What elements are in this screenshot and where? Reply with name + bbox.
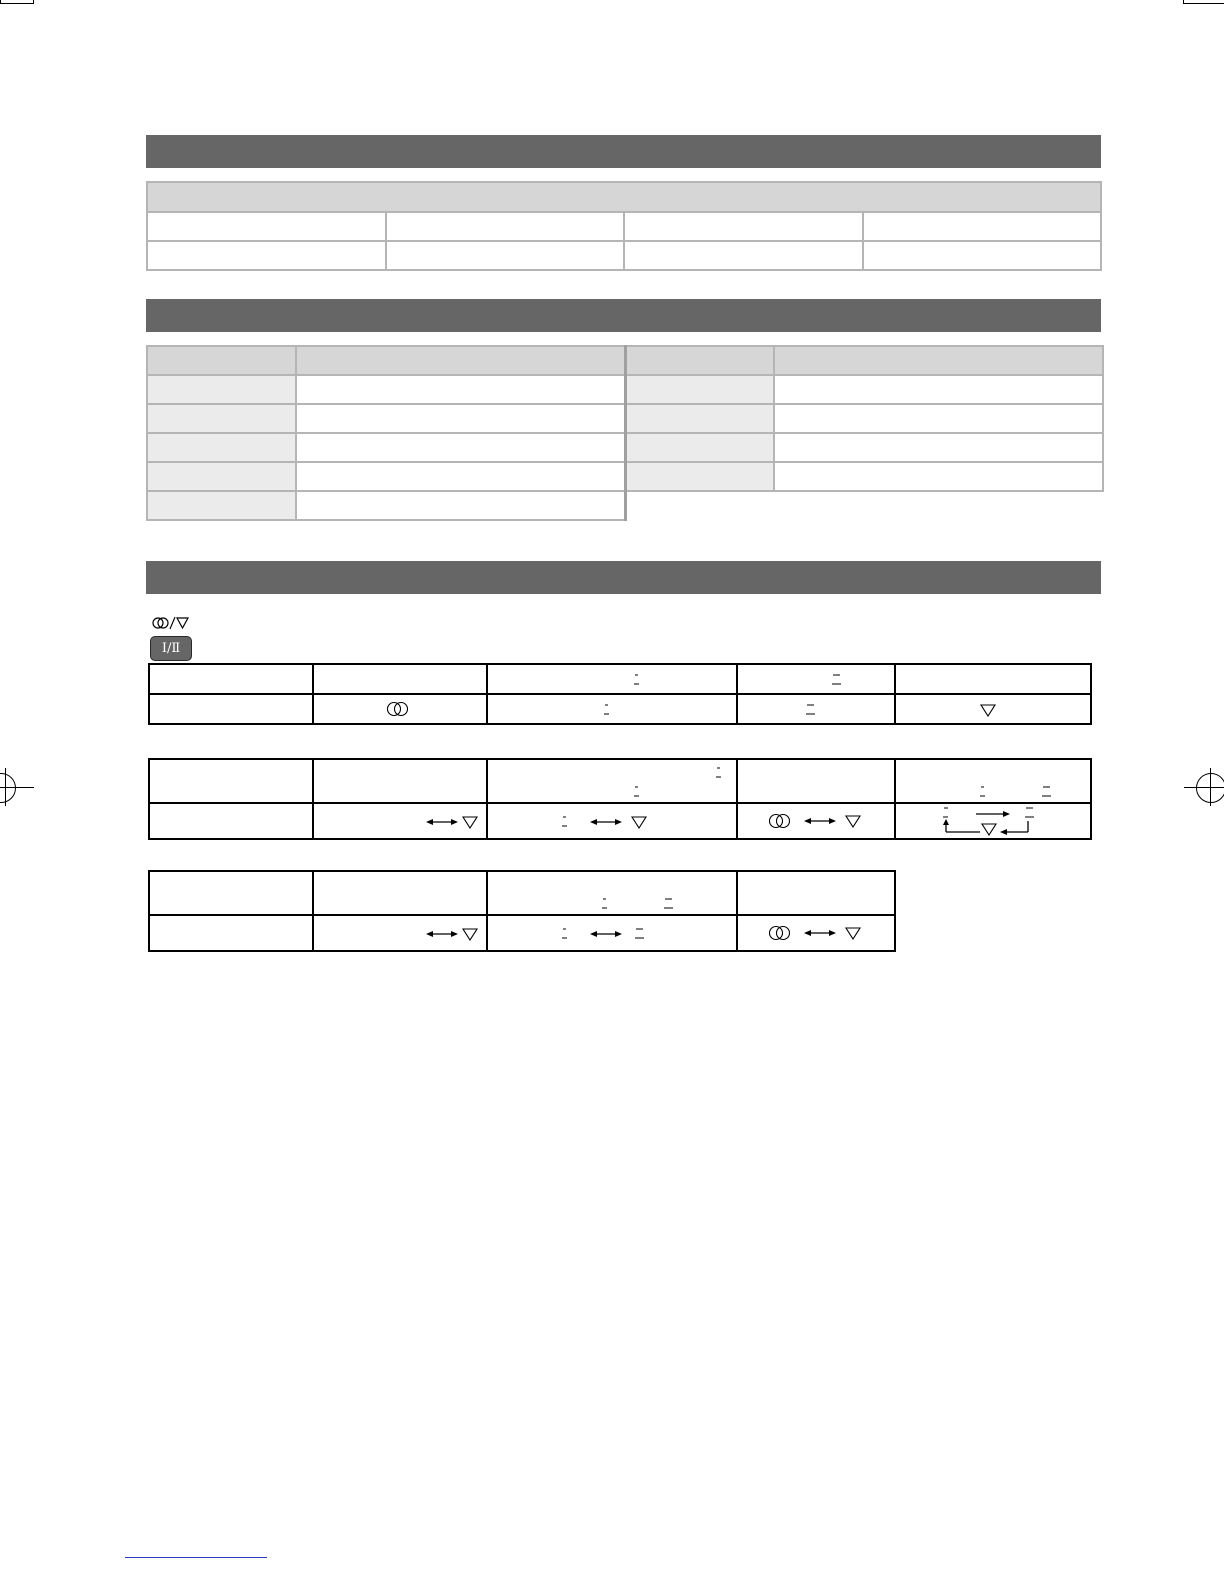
stereo-icon <box>386 701 412 717</box>
table-header-cell <box>774 346 1103 375</box>
table-row <box>149 871 895 915</box>
section-header-bar <box>146 299 1101 332</box>
sub-one-icon <box>562 927 568 941</box>
table-row <box>147 462 1103 491</box>
table-key-cell <box>625 404 774 433</box>
table-header-cell <box>296 346 625 375</box>
table-cell <box>737 915 895 951</box>
cycle-arrow-icon <box>942 806 1042 838</box>
table-cell <box>386 212 625 241</box>
table-cell <box>313 664 487 694</box>
registration-mark <box>1184 787 1224 788</box>
table-cell <box>149 803 313 839</box>
double-arrow-icon <box>590 817 622 827</box>
mono-triangle-icon <box>845 926 861 940</box>
table-cell <box>487 664 737 694</box>
footer-link-underline[interactable] <box>125 1557 267 1558</box>
sub-one-icon <box>562 815 568 829</box>
table-row <box>149 759 1091 803</box>
table-empty-cell <box>625 491 774 520</box>
table-cell <box>737 694 895 724</box>
table-cell <box>296 462 625 491</box>
sub-two-icon <box>635 927 645 941</box>
spec-table <box>146 345 1104 521</box>
table-row <box>149 803 1091 839</box>
mono-triangle-icon <box>845 814 861 828</box>
mono-triangle-icon <box>980 703 996 717</box>
table-cell <box>774 462 1103 491</box>
double-arrow-icon <box>804 816 836 826</box>
table-cell <box>487 694 737 724</box>
sub-two-icon <box>1042 785 1052 799</box>
table-cell <box>149 694 313 724</box>
table-cell <box>149 871 313 915</box>
table-cell <box>895 803 1091 839</box>
table-row <box>149 664 1091 694</box>
table-row <box>147 433 1103 462</box>
table-cell <box>624 212 863 241</box>
table-cell <box>487 915 737 951</box>
table-cell <box>313 803 487 839</box>
table-header-cell <box>625 346 774 375</box>
table-cell <box>313 759 487 803</box>
table-cell <box>863 241 1102 270</box>
table-cell <box>487 759 737 803</box>
crop-mark <box>1183 3 1224 4</box>
table-header-cell <box>147 346 296 375</box>
mono-triangle-icon <box>462 927 478 941</box>
dual-audio-button[interactable]: I/Ⅱ <box>150 636 192 661</box>
crop-mark <box>33 0 34 4</box>
table-key-cell <box>147 491 296 520</box>
table-empty-cell <box>774 491 1103 520</box>
sub-one-icon <box>634 785 640 799</box>
audio-mode-table <box>148 663 1092 725</box>
table-cell <box>313 871 487 915</box>
table-cell <box>149 664 313 694</box>
table-key-cell <box>625 462 774 491</box>
stereo-icon <box>768 813 794 829</box>
sub-two-icon <box>832 673 842 687</box>
table-cell <box>863 212 1102 241</box>
table-cell <box>624 241 863 270</box>
table-row <box>149 915 895 951</box>
table-key-cell <box>147 375 296 404</box>
stereo-icon <box>768 925 794 941</box>
table-cell <box>487 871 737 915</box>
mono-triangle-icon <box>462 815 478 829</box>
double-arrow-icon <box>426 817 458 827</box>
crop-mark <box>0 3 34 4</box>
stereo-mono-icon <box>152 616 190 633</box>
table-cell <box>147 212 386 241</box>
table-key-cell <box>625 433 774 462</box>
table-cell <box>895 694 1091 724</box>
table-key-cell <box>147 404 296 433</box>
table-cell <box>487 803 737 839</box>
mono-triangle-icon <box>631 815 647 829</box>
table-cell <box>296 375 625 404</box>
table-header-cell <box>147 182 1101 212</box>
table-cell <box>774 375 1103 404</box>
double-arrow-icon <box>426 929 458 939</box>
registration-mark <box>0 773 16 803</box>
section-header-bar <box>146 135 1101 168</box>
table-header-row <box>147 346 1103 375</box>
registration-mark <box>1210 768 1211 806</box>
table-cell <box>147 241 386 270</box>
table-cell <box>313 915 487 951</box>
sub-two-icon <box>664 897 674 911</box>
audio-mode-table <box>148 758 1092 840</box>
table-cell <box>774 404 1103 433</box>
table-row <box>147 404 1103 433</box>
audio-mode-table <box>148 870 896 952</box>
table-row <box>147 491 1103 520</box>
table-key-cell <box>147 462 296 491</box>
double-arrow-icon <box>590 929 622 939</box>
table-cell <box>895 664 1091 694</box>
table-row <box>147 241 1101 270</box>
table-cell <box>737 664 895 694</box>
sub-two-icon <box>806 703 816 717</box>
table-cell <box>313 694 487 724</box>
spec-table <box>146 181 1102 271</box>
table-cell <box>149 915 313 951</box>
sub-one-icon <box>604 703 610 717</box>
table-cell <box>296 433 625 462</box>
section-header-bar <box>146 561 1101 594</box>
table-row <box>147 375 1103 404</box>
sub-one-icon <box>602 897 608 911</box>
sub-one-icon <box>634 673 640 687</box>
table-cell <box>774 433 1103 462</box>
table-cell <box>296 491 625 520</box>
table-cell <box>737 759 895 803</box>
registration-mark <box>5 768 6 806</box>
table-cell <box>895 759 1091 803</box>
table-row <box>147 212 1101 241</box>
sub-one-icon <box>980 785 986 799</box>
table-cell <box>737 871 895 915</box>
double-arrow-icon <box>804 928 836 938</box>
table-row <box>149 694 1091 724</box>
sub-one-icon <box>716 766 722 780</box>
table-key-cell <box>147 433 296 462</box>
table-key-cell <box>625 375 774 404</box>
table-cell <box>149 759 313 803</box>
table-cell <box>296 404 625 433</box>
table-cell <box>386 241 625 270</box>
table-cell <box>737 803 895 839</box>
